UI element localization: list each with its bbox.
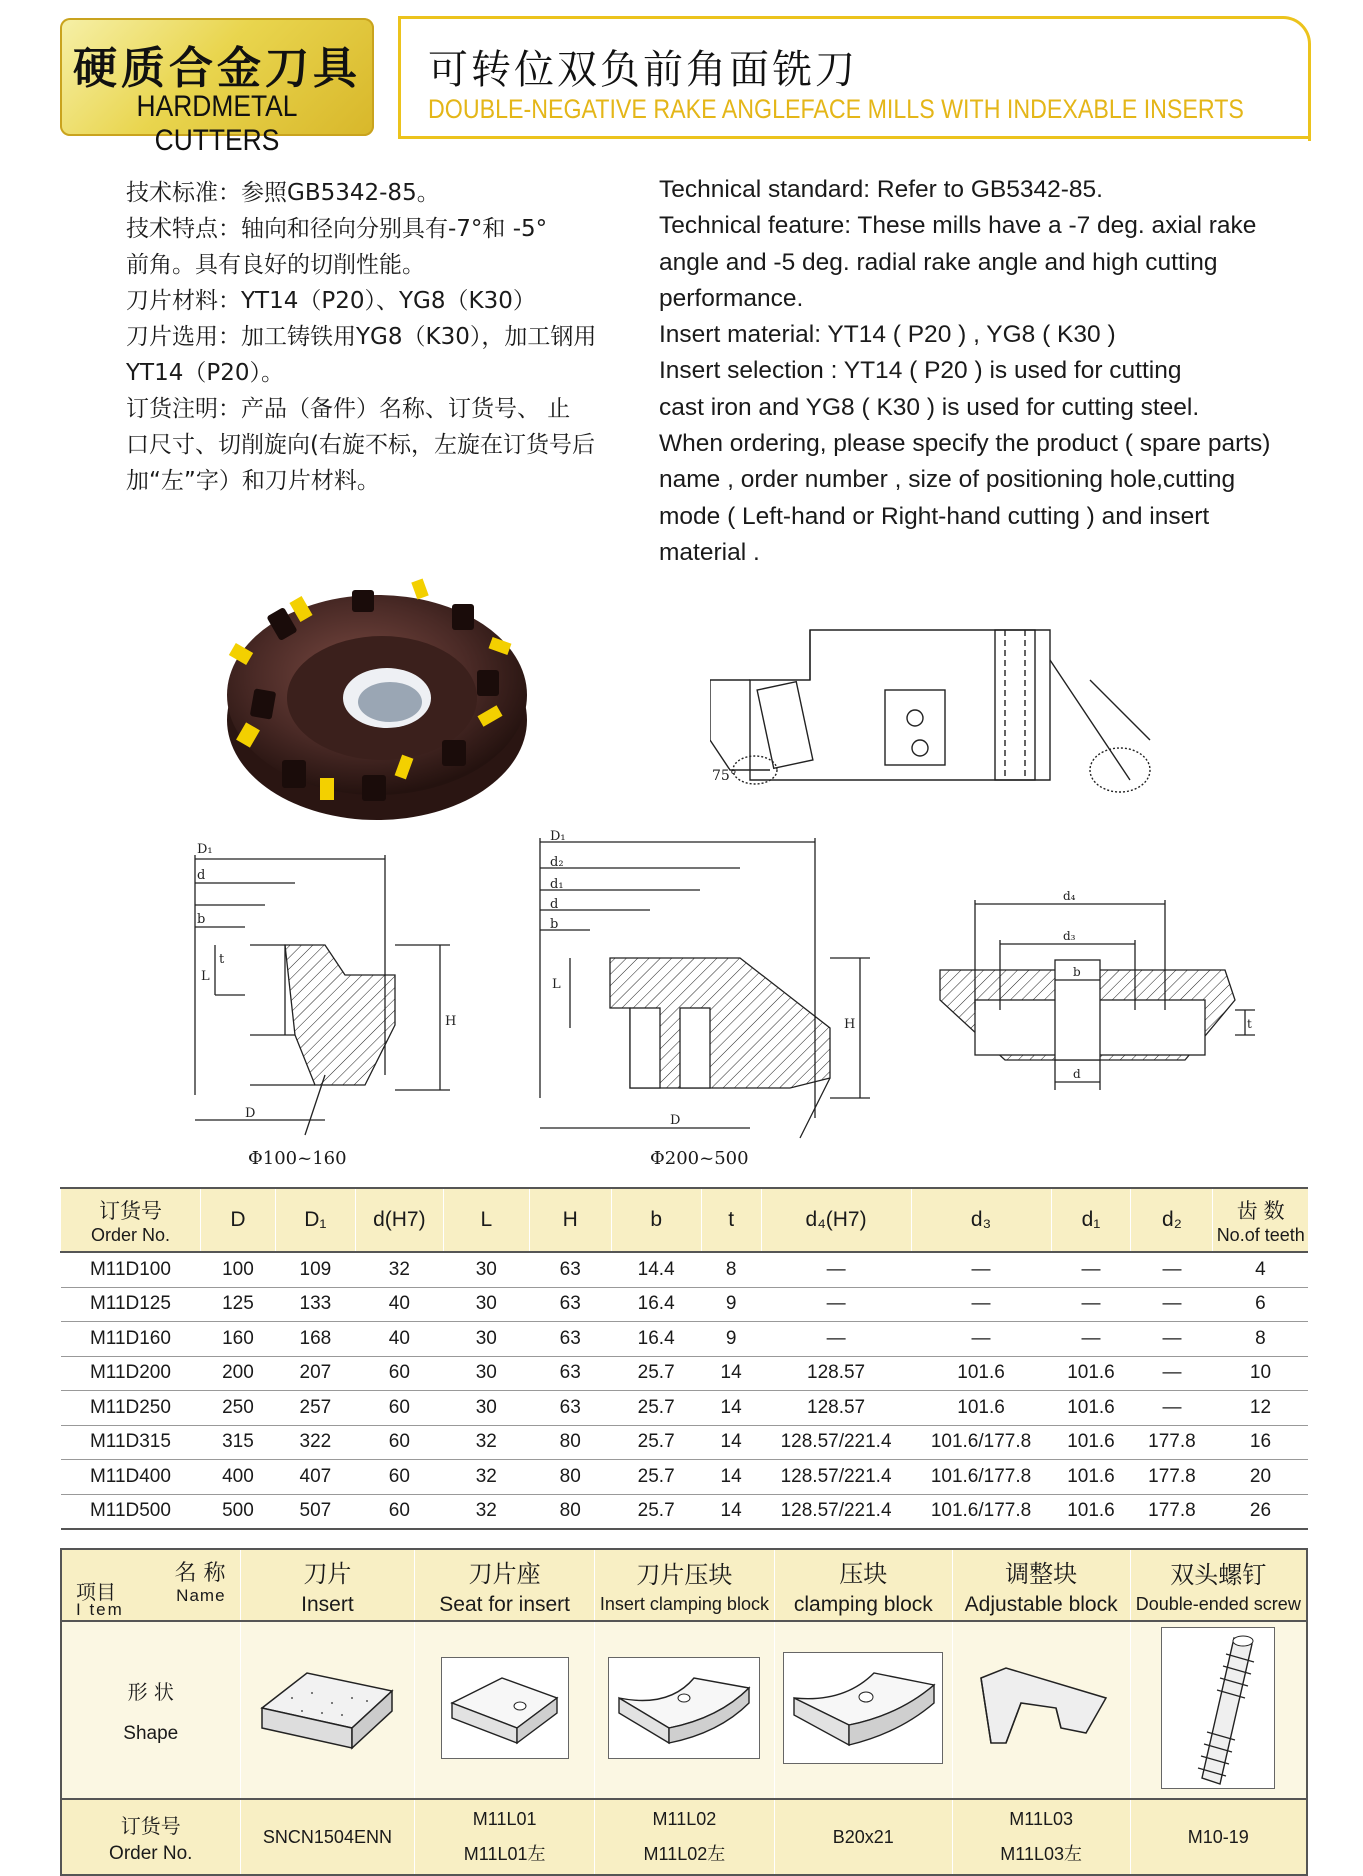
dim-label-b: b — [197, 912, 206, 927]
table-cell: 101.6 — [1051, 1356, 1131, 1391]
table-cell: 101.6 — [911, 1356, 1051, 1391]
intro-en-line: mode ( Left-hand or Right-hand cutting ) and insert — [659, 502, 1210, 530]
shape-insert-clamp — [594, 1621, 774, 1799]
table-cell: 101.6 — [1051, 1391, 1131, 1426]
col-header-teeth: 齿 数 No.of teeth — [1213, 1188, 1308, 1252]
category-title-en: HARDMETAL CUTTERS — [136, 90, 298, 157]
table-cell: 12 — [1213, 1391, 1308, 1426]
table-cell: M11D315 — [61, 1425, 201, 1460]
table-cell: — — [1131, 1322, 1213, 1357]
col-header-d: d(H7) — [355, 1188, 443, 1252]
table-cell: 60 — [355, 1356, 443, 1391]
dim-label-H: H — [445, 1014, 457, 1029]
col-header-d4: d₄(H7) — [761, 1188, 911, 1252]
page-title-cn: 可转位双负前角面铣刀 — [428, 47, 858, 93]
table-cell: 250 — [200, 1391, 275, 1426]
table-cell: 14 — [701, 1425, 761, 1460]
table-cell: 109 — [275, 1252, 355, 1287]
table-cell: 100 — [200, 1252, 275, 1287]
part-header-adjustable: 调整块 Adjustable block — [952, 1549, 1130, 1621]
table-cell: 101.6 — [1051, 1494, 1131, 1529]
table-cell: 60 — [355, 1460, 443, 1495]
table-cell: 128.57 — [761, 1391, 911, 1426]
dim-label-d4: d₄ — [1063, 889, 1076, 903]
table-cell: 20 — [1213, 1460, 1308, 1495]
table-cell: 40 — [355, 1322, 443, 1357]
table-cell: M11D500 — [61, 1494, 201, 1529]
seat-for-insert-icon — [441, 1657, 569, 1759]
shape-clamp — [774, 1621, 952, 1799]
part-header-insert: 刀片 Insert — [240, 1549, 415, 1621]
intro-cn-line: 刀片材料：YT14（P20）、YG8（K30） — [126, 288, 536, 314]
dim-label-L: L — [201, 969, 210, 984]
intro-en-line: material . — [659, 538, 760, 566]
table-cell: 16 — [1213, 1425, 1308, 1460]
table-cell: 9 — [701, 1287, 761, 1322]
table-cell: 200 — [200, 1356, 275, 1391]
order-screw: M10-19 — [1130, 1799, 1307, 1875]
table-cell: M11D250 — [61, 1391, 201, 1426]
table-cell: 16.4 — [611, 1322, 701, 1357]
table-cell: 14 — [701, 1460, 761, 1495]
order-label-cn: 订货号 — [120, 1813, 181, 1838]
table-cell: 60 — [355, 1391, 443, 1426]
table-cell: — — [1131, 1252, 1213, 1287]
table-cell: 128.57 — [761, 1356, 911, 1391]
dim-label-D: D — [245, 1106, 256, 1121]
table-cell: 8 — [701, 1252, 761, 1287]
intro-text-cn — [126, 175, 646, 499]
double-ended-screw-icon — [1161, 1627, 1275, 1789]
title-frame-bottom — [398, 136, 1308, 139]
table-cell: 63 — [529, 1252, 611, 1287]
table-cell: 25.7 — [611, 1391, 701, 1426]
table-cell: M11D100 — [61, 1252, 201, 1287]
table-cell: 133 — [275, 1287, 355, 1322]
table-cell: 80 — [529, 1460, 611, 1495]
col-header-order-no: 订货号 Order No. — [61, 1188, 201, 1252]
dim-label-D1: D₁ — [550, 829, 566, 844]
adjustable-block-icon — [966, 1658, 1116, 1758]
table-cell: 60 — [355, 1425, 443, 1460]
table-cell: — — [911, 1322, 1051, 1357]
table-cell: 315 — [200, 1425, 275, 1460]
table-cell: 400 — [200, 1460, 275, 1495]
table-cell: 128.57/221.4 — [761, 1494, 911, 1529]
table-cell: 177.8 — [1131, 1460, 1213, 1495]
table-cell: 14.4 — [611, 1252, 701, 1287]
table-cell: 14 — [701, 1494, 761, 1529]
intro-cn-line: 技术特点：轴向和径向分别具有-7°和 -5° — [126, 216, 548, 242]
table-cell: 14 — [701, 1391, 761, 1426]
angle-label: 75° — [712, 768, 737, 784]
parts-corner-cell — [61, 1549, 240, 1621]
intro-cn-line: 前角。具有良好的切削性能。 — [126, 252, 425, 278]
table-cell: M11D400 — [61, 1460, 201, 1495]
spec-table-body — [61, 1252, 1309, 1529]
intro-cn-line: 加“左”字）和刀片材料。 — [126, 468, 380, 494]
table-cell: — — [911, 1252, 1051, 1287]
caption-small-diameter: Φ100~160 — [248, 1148, 347, 1169]
intro-cn-line: 技术标准：参照GB5342-85。 — [126, 180, 440, 206]
corner-name-en: Name — [176, 1586, 226, 1605]
table-cell: 322 — [275, 1425, 355, 1460]
corner-item-en: I tem — [76, 1600, 124, 1619]
table-cell: 25.7 — [611, 1460, 701, 1495]
cutter-photo — [222, 570, 532, 830]
order-label-en: Order No. — [109, 1842, 193, 1864]
table-cell: 128.57/221.4 — [761, 1460, 911, 1495]
order-adjustable: M11L03 M11L03左 — [952, 1799, 1130, 1875]
table-cell: 8 — [1213, 1322, 1308, 1357]
table-cell: 40 — [355, 1287, 443, 1322]
intro-en-line: performance. — [659, 284, 804, 312]
corner-item-cn: 项目 — [76, 1580, 116, 1604]
table-cell: 101.6 — [1051, 1460, 1131, 1495]
category-badge — [60, 18, 374, 157]
table-cell: 101.6 — [1051, 1425, 1131, 1460]
table-cell: 32 — [443, 1494, 529, 1529]
dim-label-d3: d₃ — [1063, 929, 1076, 943]
table-row — [61, 1356, 1309, 1391]
table-cell: — — [761, 1322, 911, 1357]
parts-order-row — [61, 1799, 1307, 1875]
dim-label-d2: d₂ — [550, 855, 564, 870]
shape-seat — [415, 1621, 595, 1799]
table-cell: 101.6/177.8 — [911, 1460, 1051, 1495]
spec-header-row — [61, 1188, 1309, 1252]
table-cell: 25.7 — [611, 1494, 701, 1529]
dim-label-d: d — [197, 868, 206, 883]
dim-label-D: D — [670, 1113, 681, 1128]
shape-insert — [240, 1621, 415, 1799]
intro-en-line: name , order number , size of positioning hole,cutting — [659, 466, 1236, 494]
table-cell: 101.6/177.8 — [911, 1494, 1051, 1529]
table-cell: — — [761, 1287, 911, 1322]
table-cell: 6 — [1213, 1287, 1308, 1322]
parts-header-row — [61, 1549, 1307, 1621]
table-cell: 4 — [1213, 1252, 1308, 1287]
clamping-block-icon — [783, 1652, 943, 1764]
table-cell: 160 — [200, 1322, 275, 1357]
parts-table — [60, 1548, 1308, 1876]
intro-en-line: angle and -5 deg. radial rake angle and high cutting — [659, 248, 1218, 276]
table-cell: 63 — [529, 1322, 611, 1357]
table-cell: — — [1131, 1287, 1213, 1322]
table-cell: 80 — [529, 1425, 611, 1460]
dim-label-d: d — [1073, 1067, 1081, 1081]
col-header-d3: d₃ — [911, 1188, 1051, 1252]
col-header-H: H — [529, 1188, 611, 1252]
table-cell: 16.4 — [611, 1287, 701, 1322]
order-insert-clamp: M11L02 M11L02左 — [594, 1799, 774, 1875]
table-cell: 9 — [701, 1322, 761, 1357]
table-cell: 32 — [443, 1460, 529, 1495]
table-cell: 25.7 — [611, 1425, 701, 1460]
col-header-L: L — [443, 1188, 529, 1252]
category-title-cn: 硬质合金刀具 — [73, 43, 361, 94]
order-insert: SNCN1504ENN — [240, 1799, 415, 1875]
table-cell: M11D200 — [61, 1356, 201, 1391]
table-cell: 32 — [443, 1425, 529, 1460]
part-header-clamp: 压块 clamping block — [774, 1549, 952, 1621]
shape-screw — [1130, 1621, 1307, 1799]
table-cell: — — [1051, 1322, 1131, 1357]
intro-en-line: Insert selection : YT14 ( P20 ) is used for cutting — [659, 357, 1182, 385]
table-row — [61, 1460, 1309, 1495]
table-cell: 30 — [443, 1252, 529, 1287]
table-cell: M11D160 — [61, 1322, 201, 1357]
intro-text-en — [659, 172, 1319, 571]
insert-clamping-block-icon — [608, 1657, 760, 1759]
table-cell: 407 — [275, 1460, 355, 1495]
part-header-screw: 双头螺钉 Double-ended screw — [1130, 1549, 1307, 1621]
order-label-cell — [61, 1799, 240, 1875]
dim-label-b: b — [1073, 965, 1081, 979]
table-cell: M11D125 — [61, 1287, 201, 1322]
shape-label-cn: 形 状 — [127, 1679, 174, 1704]
table-cell: 26 — [1213, 1494, 1308, 1529]
table-cell: — — [1131, 1391, 1213, 1426]
table-cell: 507 — [275, 1494, 355, 1529]
order-seat: M11L01 M11L01左 — [415, 1799, 595, 1875]
table-row — [61, 1287, 1309, 1322]
table-cell: 63 — [529, 1391, 611, 1426]
table-cell: 30 — [443, 1287, 529, 1322]
table-cell: 177.8 — [1131, 1425, 1213, 1460]
intro-cn-line: YT14（P20）。 — [126, 360, 285, 386]
table-cell: 177.8 — [1131, 1494, 1213, 1529]
table-cell: 128.57/221.4 — [761, 1425, 911, 1460]
dim-label-b: b — [550, 917, 559, 932]
table-row — [61, 1322, 1309, 1357]
intro-en-line: cast iron and YG8 ( K30 ) is used for cutting steel. — [659, 393, 1200, 421]
section-drawing-small — [185, 835, 485, 1145]
table-cell: 101.6 — [911, 1391, 1051, 1426]
intro-cn-line: 订货注明：产品（备件）名称、订货号、 止 — [126, 396, 571, 422]
insert-icon — [252, 1653, 402, 1763]
table-cell: 125 — [200, 1287, 275, 1322]
dim-label-D1: D₁ — [197, 842, 213, 857]
section-drawing-large — [530, 828, 890, 1148]
table-cell: 80 — [529, 1494, 611, 1529]
dim-label-d: d — [550, 897, 559, 912]
dim-label-d1: d₁ — [550, 877, 564, 892]
dim-label-L: L — [552, 977, 561, 992]
parts-shape-row — [61, 1621, 1307, 1799]
caption-large-diameter: Φ200~500 — [650, 1148, 749, 1169]
table-cell: — — [1051, 1287, 1131, 1322]
table-cell: 101.6/177.8 — [911, 1425, 1051, 1460]
shape-adjustable — [952, 1621, 1130, 1799]
table-cell: 32 — [355, 1252, 443, 1287]
table-cell: — — [1131, 1356, 1213, 1391]
hole-detail-drawing — [935, 860, 1265, 1090]
col-header-t: t — [701, 1188, 761, 1252]
dim-label-t: t — [219, 952, 225, 967]
part-header-seat: 刀片座 Seat for insert — [415, 1549, 595, 1621]
table-cell: — — [1051, 1252, 1131, 1287]
table-row — [61, 1252, 1309, 1287]
col-header-d1: d₁ — [1051, 1188, 1131, 1252]
table-row — [61, 1425, 1309, 1460]
part-header-insert-clamp: 刀片压块 Insert clamping block — [594, 1549, 774, 1621]
intro-en-line: Insert material: YT14 ( P20 ) , YG8 ( K30 ) — [659, 321, 1116, 349]
intro-en-line: Technical standard: Refer to GB5342-85. — [659, 176, 1103, 203]
page-title-en: DOUBLE-NEGATIVE RAKE ANGLEFACE MILLS WITH INDEXABLE INSERTS — [428, 94, 1244, 124]
table-cell: — — [761, 1252, 911, 1287]
table-cell: 500 — [200, 1494, 275, 1529]
table-cell: — — [911, 1287, 1051, 1322]
col-header-D1: D₁ — [275, 1188, 355, 1252]
table-cell: 30 — [443, 1356, 529, 1391]
table-cell: 168 — [275, 1322, 355, 1357]
intro-en-line: Technical feature: These mills have a -7 deg. axial rake — [659, 212, 1257, 240]
shape-label-cell — [61, 1621, 240, 1799]
table-cell: 14 — [701, 1356, 761, 1391]
col-header-b: b — [611, 1188, 701, 1252]
intro-cn-line: 刀片选用：加工铸铁用YG8（K30），加工钢用 — [126, 324, 597, 350]
table-row — [61, 1494, 1309, 1529]
table-cell: 63 — [529, 1287, 611, 1322]
table-cell: 207 — [275, 1356, 355, 1391]
table-cell: 63 — [529, 1356, 611, 1391]
order-clamp: B20x21 — [774, 1799, 952, 1875]
table-cell: 25.7 — [611, 1356, 701, 1391]
dim-label-t: t — [1247, 1017, 1252, 1031]
corner-name-cn: 名 称 — [174, 1561, 226, 1586]
table-cell: 10 — [1213, 1356, 1308, 1391]
intro-cn-line: 口尺寸、切削旋向(右旋不标，左旋在订货号后 — [126, 432, 595, 458]
dim-label-H: H — [844, 1017, 856, 1032]
table-cell: 60 — [355, 1494, 443, 1529]
intro-en-line: When ordering, please specify the product ( spare parts) — [659, 430, 1271, 458]
col-header-D: D — [200, 1188, 275, 1252]
spec-table — [60, 1187, 1308, 1530]
col-header-d2: d₂ — [1131, 1188, 1213, 1252]
table-row — [61, 1391, 1309, 1426]
assembly-section-drawing — [710, 620, 1160, 800]
table-cell: 257 — [275, 1391, 355, 1426]
shape-label-en: Shape — [123, 1722, 179, 1744]
table-cell: 30 — [443, 1322, 529, 1357]
table-cell: 30 — [443, 1391, 529, 1426]
